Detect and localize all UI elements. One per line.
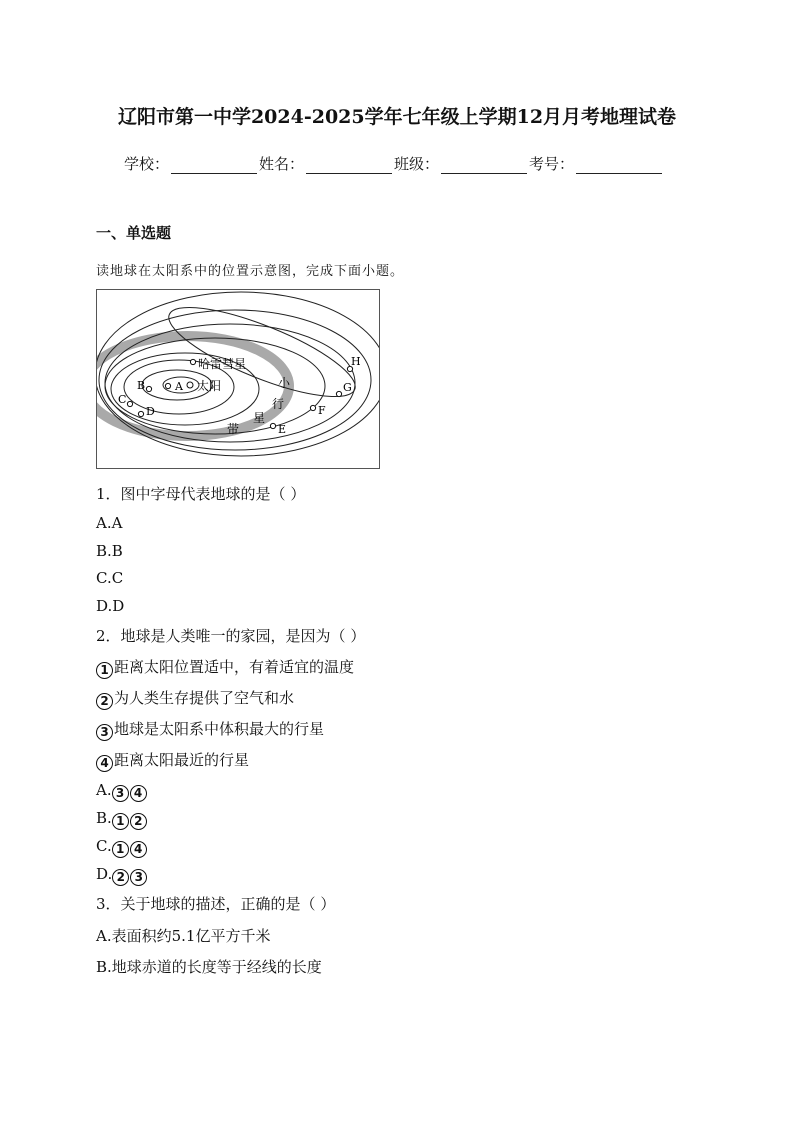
planet-g-marker <box>336 391 341 396</box>
comet-label: 哈雷彗星 <box>198 357 247 371</box>
question-3-stem: 3．关于地球的描述，正确的是（ ） <box>96 895 336 913</box>
school-blank[interactable] <box>171 157 257 174</box>
q2-statement-3 <box>96 718 324 741</box>
statement-text: 地球是太阳系中体积最大的行星 <box>114 720 325 738</box>
number-blank[interactable] <box>576 157 662 174</box>
school-label: 学校： <box>124 155 170 173</box>
q1-option-b[interactable]: B.B <box>96 542 123 560</box>
option-letter: B. <box>96 809 112 827</box>
circled-number: 1 <box>112 841 129 858</box>
sun-icon <box>187 382 193 388</box>
question-1-stem: 1．图中字母代表地球的是（ ） <box>96 485 306 503</box>
planet-g-label: G <box>343 381 352 394</box>
circled-number: 2 <box>130 813 147 830</box>
question-intro: 读地球在太阳系中的位置示意图，完成下面小题。 <box>96 264 405 279</box>
name-label: 姓名： <box>259 155 305 173</box>
q2-option-d[interactable] <box>96 865 148 886</box>
planet-d-label: D <box>146 405 155 418</box>
planet-e-label: E <box>278 423 287 436</box>
planet-h-label: H <box>351 355 361 368</box>
option-letter: C. <box>96 837 112 855</box>
planet-c-marker <box>127 401 132 406</box>
comet-marker <box>190 359 195 364</box>
planet-b-marker <box>146 386 151 391</box>
name-blank[interactable] <box>306 157 392 174</box>
planet-b-label: B <box>137 379 146 392</box>
q2-option-b[interactable] <box>96 809 148 830</box>
planet-c-label: C <box>118 393 127 406</box>
q3-option-b[interactable]: B.地球赤道的长度等于经线的长度 <box>96 958 322 976</box>
sun-label: 太阳 <box>197 379 222 393</box>
planet-f-marker <box>310 405 315 410</box>
belt-label-1: 小 <box>278 376 291 390</box>
planet-f-label: F <box>318 404 326 417</box>
solar-system-diagram <box>97 290 379 468</box>
option-letter: D. <box>96 865 113 883</box>
student-info-line <box>124 153 664 174</box>
belt-label-2: 行 <box>272 397 285 411</box>
circled-number: 3 <box>96 724 113 741</box>
circled-number: 4 <box>130 841 147 858</box>
circled-number: 4 <box>130 785 147 802</box>
class-blank[interactable] <box>441 157 527 174</box>
option-letter: A. <box>96 781 112 799</box>
circled-number: 1 <box>112 813 129 830</box>
circled-number: 4 <box>96 755 113 772</box>
circled-number: 3 <box>112 785 129 802</box>
solar-system-figure <box>96 289 380 469</box>
q1-option-c[interactable]: C.C <box>96 569 124 587</box>
q2-option-a[interactable] <box>96 781 148 802</box>
class-label: 班级： <box>394 155 440 173</box>
planet-a-label: A <box>175 380 183 393</box>
q1-option-d[interactable]: D.D <box>96 597 125 615</box>
belt-label-3: 星 <box>253 411 266 425</box>
q1-option-a[interactable]: A.A <box>96 514 123 532</box>
circled-number: 2 <box>96 693 113 710</box>
circled-number: 3 <box>130 869 147 886</box>
q2-statement-2 <box>96 687 294 710</box>
statement-text: 距离太阳位置适中，有着适宜的温度 <box>114 658 355 676</box>
q2-statement-4 <box>96 749 249 772</box>
section-heading: 一、单选题 <box>96 224 172 242</box>
number-label: 考号： <box>529 155 575 173</box>
statement-text: 距离太阳最近的行星 <box>114 751 250 769</box>
page-title: 辽阳市第一中学2024-2025学年七年级上学期12月月考地理试卷 <box>117 106 677 128</box>
circled-number: 1 <box>96 662 113 679</box>
statement-text: 为人类生存提供了空气和水 <box>114 689 295 707</box>
planet-d-marker <box>138 411 143 416</box>
q2-option-c[interactable] <box>96 837 148 858</box>
q3-option-a[interactable]: A.表面积约5.1亿平方千米 <box>96 927 271 945</box>
planet-a-marker <box>165 383 170 388</box>
question-2-stem: 2．地球是人类唯一的家园，是因为（ ） <box>96 627 366 645</box>
planet-e-marker <box>270 423 275 428</box>
q2-statement-1 <box>96 656 354 679</box>
belt-label-4: 带 <box>227 422 240 436</box>
circled-number: 2 <box>112 869 129 886</box>
